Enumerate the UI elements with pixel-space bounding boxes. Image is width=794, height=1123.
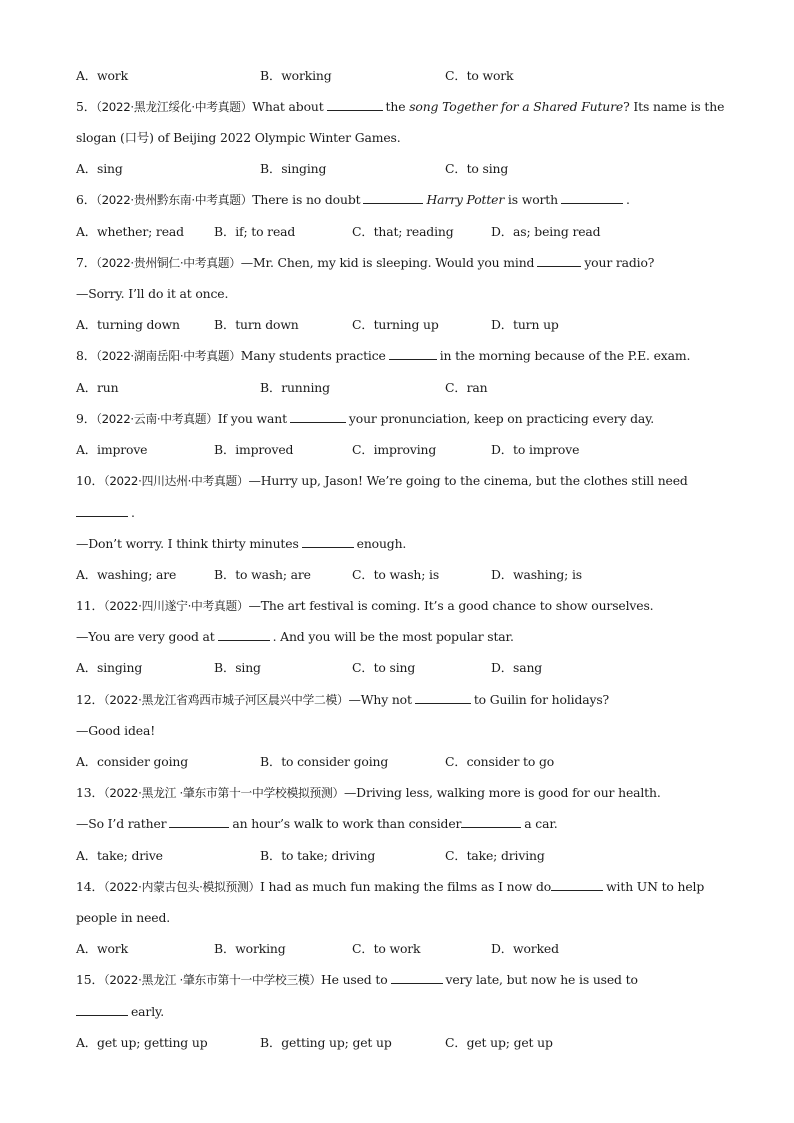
q12-blank[interactable]	[415, 691, 471, 704]
q13-line2-a: —So I’d rather	[76, 816, 167, 831]
q15-option-b: B．getting up; get up	[260, 1035, 392, 1050]
q7-text-a: —Mr. Chen, my kid is sleeping. Would you mind	[240, 255, 535, 270]
q7-option-b: B．turn down	[214, 317, 299, 332]
q5-text-c: ? Its name is the	[623, 99, 725, 114]
q9-number: 9．	[76, 411, 96, 426]
q5-blank[interactable]	[327, 98, 383, 111]
q11-stem-line2	[76, 628, 736, 646]
q10-blank-1[interactable]	[76, 504, 128, 517]
q7-stem-line2: —Sorry. I’ll do it at once.	[76, 286, 229, 301]
q7-blank[interactable]	[537, 254, 581, 267]
q8-option-b: B．running	[260, 380, 330, 395]
q13-stem	[76, 784, 736, 802]
q11-option-c: C．to sing	[352, 660, 416, 675]
q9-option-d: D．to improve	[491, 442, 580, 457]
q6-blank-1[interactable]	[363, 191, 423, 204]
q10-stem-line3	[76, 535, 736, 553]
q11-line2-b: . And you will be the most popular star.	[272, 629, 514, 644]
q15-text-a: He used to	[320, 972, 388, 987]
q14-blank[interactable]	[551, 878, 603, 891]
q14-option-a: A．work	[76, 941, 128, 956]
q6-option-c: C．that; reading	[352, 224, 454, 239]
q15-line2-b: early.	[131, 1004, 164, 1019]
q14-number: 14．	[76, 879, 104, 894]
q12-number: 12．	[76, 692, 104, 707]
q9-source: （2022·云南·中考真题）	[95, 412, 218, 426]
q14-option-c: C．to work	[352, 941, 421, 956]
q9-stem	[76, 410, 736, 428]
q7-number: 7．	[76, 255, 96, 270]
q5-source: （2022·黑龙江绥化·中考真题）	[95, 100, 253, 114]
q11-text-a: —The art festival is coming. It’s a good chance to show ourselves.	[248, 598, 654, 613]
q14-option-d: D．worked	[491, 941, 559, 956]
q11-number: 11．	[76, 598, 104, 613]
q10-option-c: C．to wash; is	[352, 567, 440, 582]
q10-line2-end: .	[131, 505, 135, 520]
q8-blank[interactable]	[389, 347, 437, 360]
q15-blank-2[interactable]	[76, 1003, 128, 1016]
q9-option-a: A．improve	[76, 442, 148, 457]
q8-stem	[76, 347, 736, 365]
q11-option-a: A．singing	[76, 660, 143, 675]
q6-text-b: is worth	[507, 192, 558, 207]
q8-option-c: C．ran	[445, 380, 488, 395]
q10-stem	[76, 472, 736, 490]
q10-blank-2[interactable]	[302, 535, 354, 548]
q7-option-d: D．turn up	[491, 317, 559, 332]
q13-option-b: B．to take; driving	[260, 848, 376, 863]
q9-option-b: B．improved	[214, 442, 294, 457]
q6-text-c: .	[625, 192, 630, 207]
q12-text-a: —Why not	[348, 692, 412, 707]
q10-stem-line2	[76, 504, 736, 522]
q15-option-c: C．get up; get up	[445, 1035, 553, 1050]
q8-option-a: A．run	[76, 380, 119, 395]
q14-option-b: B．working	[214, 941, 286, 956]
q12-text-b: to Guilin for holidays?	[473, 692, 610, 707]
q9-text-b: your pronunciation, keep on practicing every day.	[348, 411, 655, 426]
q15-blank-1[interactable]	[391, 971, 443, 984]
q6-option-b: B．if; to read	[214, 224, 296, 239]
q15-stem-line2	[76, 1003, 736, 1021]
q15-number: 15．	[76, 972, 104, 987]
q5-stem-line2: slogan (口号) of Beijing 2022 Olympic Winter Games.	[76, 130, 401, 145]
q11-option-d: D．sang	[491, 660, 543, 675]
q14-source: （2022·内蒙古包头·模拟预测）	[103, 880, 261, 894]
q5-option-c: C．to sing	[445, 161, 509, 176]
q6-source: （2022·贵州黔东南·中考真题）	[95, 193, 253, 207]
q5-number: 5．	[76, 99, 96, 114]
q6-option-a: A．whether; read	[76, 224, 184, 239]
q11-blank[interactable]	[218, 628, 270, 641]
q13-blank-1[interactable]	[169, 815, 229, 828]
q10-option-b: B．to wash; are	[214, 567, 311, 582]
q13-line2-b: an hour’s walk to work than consider	[232, 816, 462, 831]
q11-stem	[76, 597, 736, 615]
q5-song-title: song Together for a Shared Future	[409, 99, 624, 114]
q5-option-b: B．singing	[260, 161, 327, 176]
q7-option-a: A．turning down	[76, 317, 180, 332]
q5-stem	[76, 98, 736, 116]
q10-source: （2022·四川达州·中考真题）	[103, 474, 249, 488]
q13-line2-c: a car.	[524, 816, 558, 831]
q15-stem	[76, 971, 736, 989]
q12-option-a: A．consider going	[76, 754, 189, 769]
q8-source: （2022·湖南岳阳·中考真题）	[95, 349, 241, 363]
q9-text-a: If you want	[217, 411, 287, 426]
q7-option-c: C．turning up	[352, 317, 439, 332]
q10-line3-a: —Don’t worry. I think thirty minutes	[76, 536, 299, 551]
q6-text-a: There is no doubt	[252, 192, 361, 207]
q12-option-b: B．to consider going	[260, 754, 389, 769]
q8-text-b: in the morning because of the P.E. exam.	[439, 348, 691, 363]
q14-stem-line2: people in need.	[76, 910, 171, 925]
q13-option-c: C．take; driving	[445, 848, 545, 863]
q7-stem	[76, 254, 736, 272]
q4-option-a: A．work	[76, 68, 128, 83]
q9-option-c: C．improving	[352, 442, 437, 457]
q13-number: 13．	[76, 785, 104, 800]
q4-option-b: B．working	[260, 68, 332, 83]
q12-source: （2022·黑龙江省鸡西市城子河区晨兴中学二模）	[103, 693, 349, 707]
q12-option-c: C．consider to go	[445, 754, 555, 769]
q4-option-c: C．to work	[445, 68, 514, 83]
q7-source: （2022·贵州铜仁·中考真题）	[95, 256, 241, 270]
q10-number: 10．	[76, 473, 104, 488]
q10-option-d: D．washing; is	[491, 567, 583, 582]
q10-option-a: A．washing; are	[76, 567, 177, 582]
q11-source: （2022·四川遂宁·中考真题）	[103, 599, 249, 613]
q14-text-a: I had as much fun making the films as I now do	[260, 879, 552, 894]
q12-stem	[76, 691, 736, 709]
q9-blank[interactable]	[290, 410, 346, 423]
q8-text-a: Many students practice	[240, 348, 386, 363]
q10-line3-b: enough.	[356, 536, 407, 551]
q13-stem-line2	[76, 815, 736, 833]
q15-option-a: A．get up; getting up	[76, 1035, 208, 1050]
q13-text-a: —Driving less, walking more is good for our health.	[343, 785, 661, 800]
q7-text-b: your radio?	[584, 255, 655, 270]
q5-option-a: A．sing	[76, 161, 123, 176]
q11-option-b: B．sing	[214, 660, 261, 675]
q8-number: 8．	[76, 348, 96, 363]
q6-blank-2[interactable]	[561, 191, 623, 204]
q6-number: 6．	[76, 192, 96, 207]
q13-option-a: A．take; drive	[76, 848, 163, 863]
q12-stem-line2: —Good idea!	[76, 723, 156, 738]
q6-book-title: Harry Potter	[426, 192, 505, 207]
q6-stem	[76, 191, 736, 209]
q15-text-b: very late, but now he is used to	[445, 972, 638, 987]
q13-source: （2022·黑龙江 ·肇东市第十一中学校模拟预测）	[103, 786, 344, 800]
q5-text-a: What about	[252, 99, 324, 114]
q14-text-b: with UN to help	[606, 879, 705, 894]
q13-blank-2[interactable]	[461, 815, 521, 828]
q15-source: （2022·黑龙江 ·肇东市第十一中学校三模）	[103, 973, 321, 987]
q11-line2-a: —You are very good at	[76, 629, 215, 644]
q10-text-a: —Hurry up, Jason! We’re going to the cinema, but the clothes still need	[248, 473, 688, 488]
q14-stem	[76, 878, 736, 896]
q6-option-d: D．as; being read	[491, 224, 601, 239]
q5-text-b: the	[385, 99, 406, 114]
